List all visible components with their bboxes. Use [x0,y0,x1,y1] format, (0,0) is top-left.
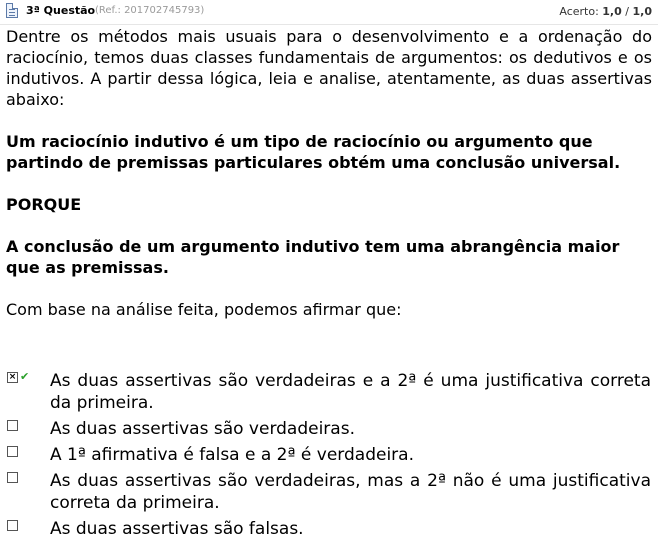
answer-option-4[interactable] [0,470,658,514]
answer-option-3[interactable] [0,444,658,466]
assertion-1: Um raciocínio indutivo é um tipo de raciocínio ou argumento que partindo de premissas particulares obtém uma conclusão universal. [6,132,621,172]
option-checkbox-checked[interactable]: × [8,372,17,382]
option-text: As duas assertivas são verdadeiras e a 2ª é uma justificativa correta da primeira. [50,371,651,413]
assertion-2: A conclusão de um argumento indutivo tem uma abrangência maior que as premissas. [6,237,620,277]
answer-options [0,370,658,544]
correct-check-icon: ✔ [20,370,30,383]
option-text: A 1ª afirmativa é falsa e a 2ª é verdadeira. [50,445,414,465]
answer-option-2[interactable] [0,418,658,440]
question-title: 3ª Questão [26,4,96,17]
question-intro: Dentre os métodos mais usuais para o desenvolvimento e a ordenação do raciocínio, temos duas classes fundamentais de argumentos: os dedutivos e os indutivos. A partir dessa lógica, leia e analise, atentamente, as duas assertivas abaixo: [6,27,652,109]
option-checkbox[interactable] [7,446,18,457]
score-label: Acerto: [559,5,599,18]
score-total: 1,0 [632,5,652,18]
answer-option-1[interactable] [0,370,658,414]
option-checkbox[interactable] [7,420,18,431]
score-value: 1,0 [602,5,622,18]
question-ref: (Ref.: 201702745793) [95,5,205,16]
answer-option-5[interactable] [0,518,658,540]
connector-text: PORQUE [6,195,82,214]
document-icon [6,3,18,18]
question-header [0,0,658,25]
question-stem [6,26,652,341]
option-text: As duas assertivas são verdadeiras, mas a 2ª não é uma justificativa correta da primeira. [50,471,651,513]
option-text: As duas assertivas são falsas. [50,519,304,539]
option-text: As duas assertivas são verdadeiras. [50,419,355,439]
score [559,5,652,18]
score-separator: / [625,5,629,18]
question-prompt: Com base na análise feita, podemos afirmar que: [6,300,402,319]
option-checkbox[interactable] [7,520,18,531]
option-checkbox[interactable] [7,472,18,483]
